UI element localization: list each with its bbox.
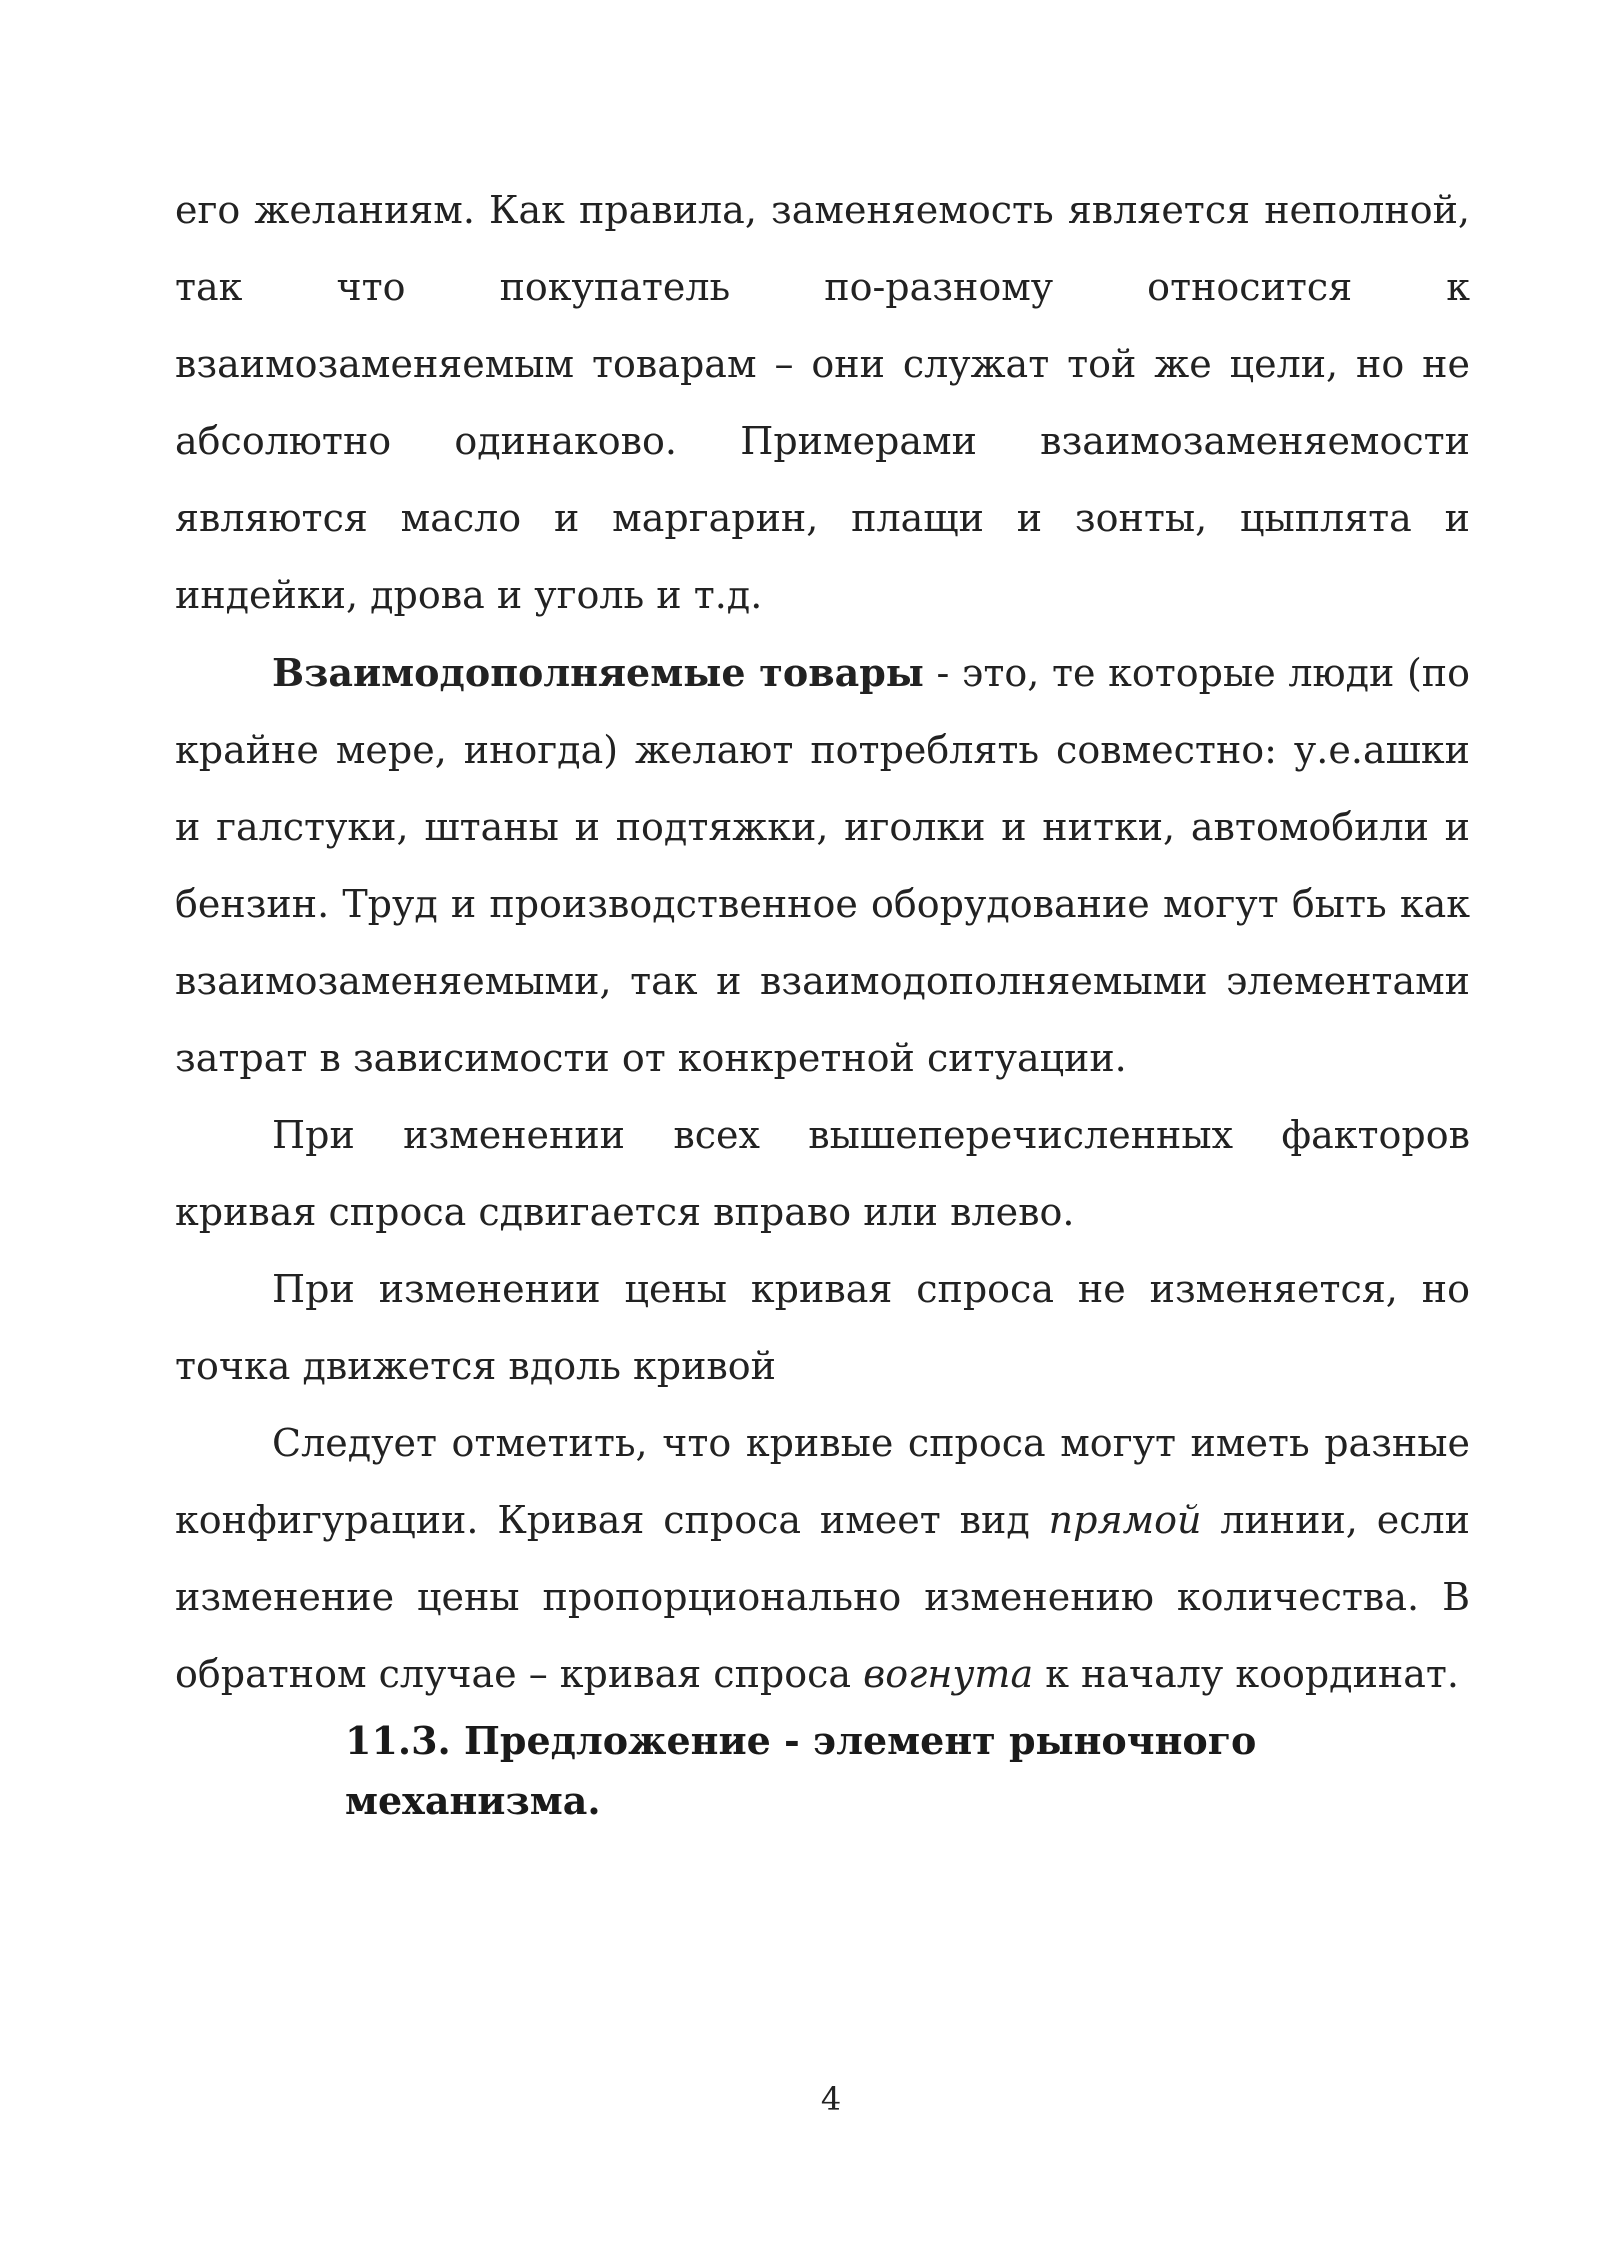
paragraph-text: линии, если изменение цены пропорционально изменению количества. В обратном случае – кривая спроса bbox=[175, 1498, 1470, 1696]
paragraph-text: его желаниям. Как правила, заменяемость является неполной, так что покупатель по-разному относится к взаимозаменяемым товарам – они служат той же цели, но не абсолютно одинаково. Примерами взаимозаменяемости являются масло и маргарин, плащи и зонты, цыплята и индейки, дрова и уголь и т.д. bbox=[175, 188, 1470, 617]
paragraph-text: - это, те которые люди (по крайне мере, иногда) желают потреблять совместно: у.е.ашки и галстуки, штаны и подтяжки, иголки и нитки, автомобили и бензин. Труд и производственное оборудование могут быть как взаимозаменяемыми, так и взаимодополняемыми элементами затрат в зависимости от конкретной ситуации. bbox=[175, 651, 1470, 1080]
section-heading: 11.3. Предложение - элемент рыночного механизма. bbox=[345, 1718, 1257, 1823]
page-number: 4 bbox=[820, 2080, 842, 2118]
paragraph-text: При изменении всех вышеперечисленных факторов кривая спроса сдвигается вправо или влево. bbox=[175, 1113, 1470, 1234]
body-text bbox=[175, 172, 1470, 1713]
italic-term: прямой bbox=[1048, 1498, 1202, 1542]
paragraph-text: Следует отметить, что кривые спроса могут иметь разные конфигурации. Кривая спроса имеет вид bbox=[175, 1421, 1470, 1542]
bold-term: Взаимодополняемые товары bbox=[272, 650, 924, 695]
paragraph-price-change bbox=[175, 1251, 1470, 1405]
italic-term: вогнута bbox=[863, 1652, 1034, 1696]
paragraph-text: При изменении цены кривая спроса не изменяется, но точка движется вдоль кривой bbox=[175, 1267, 1470, 1388]
paragraph-substitutes bbox=[175, 172, 1470, 634]
paragraph-curve-configurations bbox=[175, 1405, 1470, 1713]
paragraph-text: к началу координат. bbox=[1033, 1652, 1459, 1696]
paragraph-curve-shift bbox=[175, 1097, 1470, 1251]
paragraph-complements bbox=[175, 634, 1470, 1097]
